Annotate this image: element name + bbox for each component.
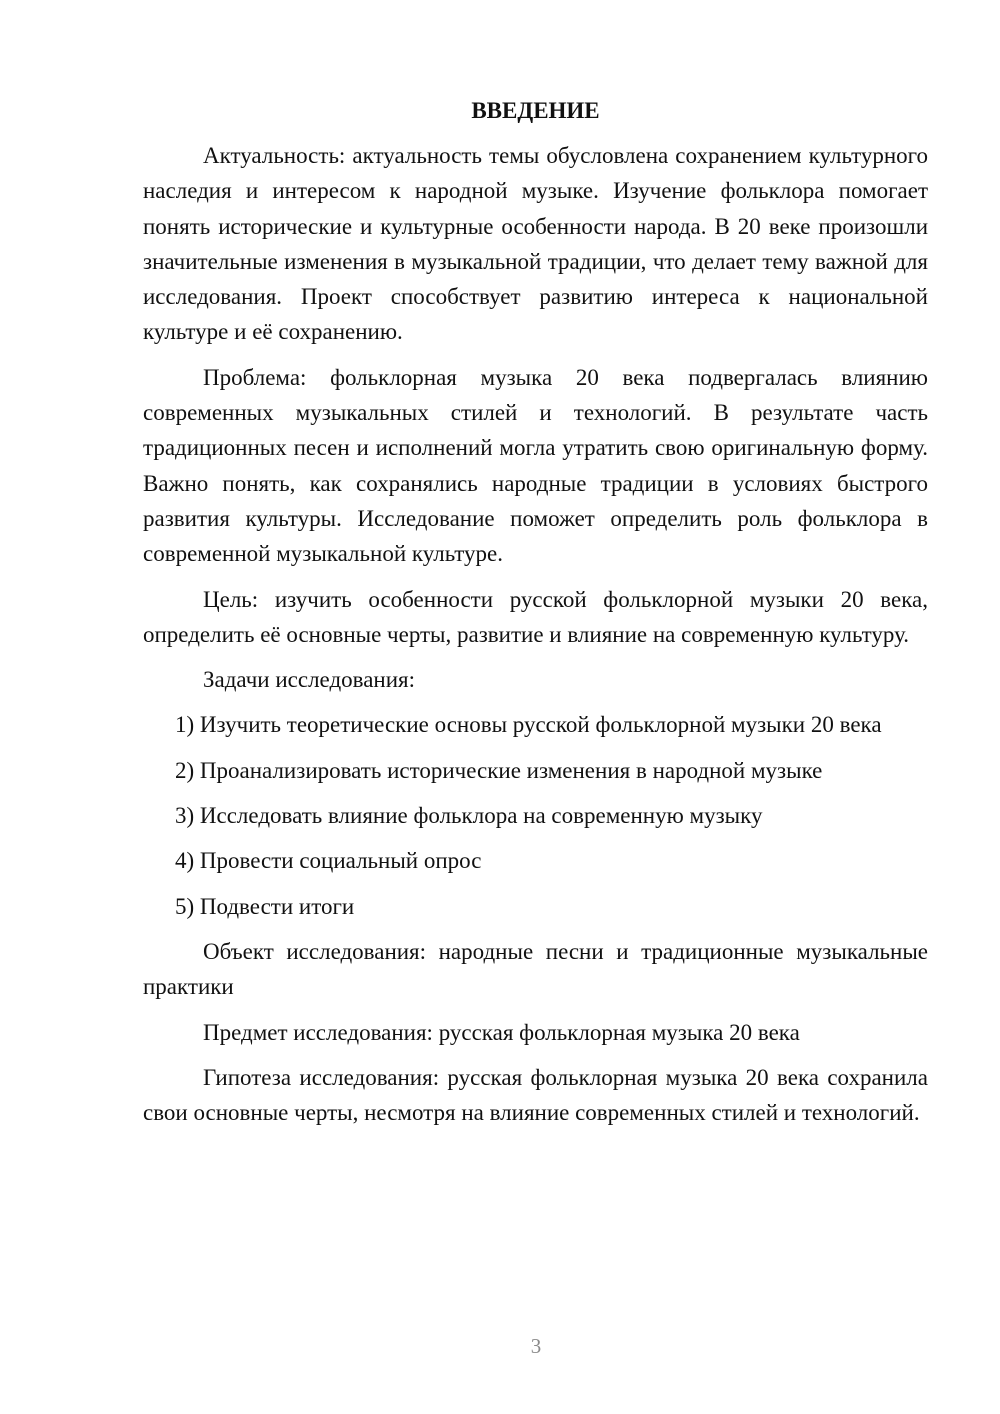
- task-item: 4) Провести социальный опрос: [175, 848, 482, 874]
- tasks-heading: Задачи исследования:: [203, 667, 416, 693]
- object-paragraph: Объект исследования: народные песни и традиционные музыкальные практики: [143, 938, 928, 1000]
- goal-paragraph: Цель: изучить особенности русской фольклорной музыки 20 века, определить её основные черты, развитие и влияние на современную культуру.: [143, 586, 928, 647]
- relevance-paragraph: Актуальность: актуальность темы обусловлена сохранением культурного наследия и интересом к народной музыке. Изучение фольклора помогает понять исторические и культурные особенности народа. В 20 веке произошли значительные изменения в музыкальной традиции, что делает тему важной для исследования. Проект способствует развитию интереса к национальной культуре и её сохранению.: [143, 143, 928, 345]
- page-content: [143, 96, 928, 1140]
- task-item: 5) Подвести итоги: [175, 893, 355, 919]
- task-item: 3) Исследовать влияние фольклора на современную музыку: [175, 803, 763, 829]
- section-title: ВВЕДЕНИЕ: [471, 98, 600, 123]
- task-item: 1) Изучить теоретические основы русской фольклорной музыки 20 века: [175, 712, 882, 738]
- task-item: 2) Проанализировать исторические изменения в народной музыке: [175, 757, 823, 783]
- page-number: 3: [530, 1334, 542, 1358]
- subject-paragraph: Предмет исследования: русская фольклорная музыка 20 века: [203, 1019, 800, 1045]
- hypothesis-paragraph: Гипотеза исследования: русская фольклорная музыка 20 века сохранила свои основные черты, несмотря на влияние современных стилей и технологий.: [143, 1064, 928, 1126]
- problem-paragraph: Проблема: фольклорная музыка 20 века подвергалась влиянию современных музыкальных стилей и технологий. В результате часть традиционных песен и исполнений могла утратить свою оригинальную форму. Важно понять, как сохранялись народные традиции в условиях быстрого развития культуры. Исследование поможет определить роль фольклора в современной музыкальной культуре.: [143, 364, 928, 567]
